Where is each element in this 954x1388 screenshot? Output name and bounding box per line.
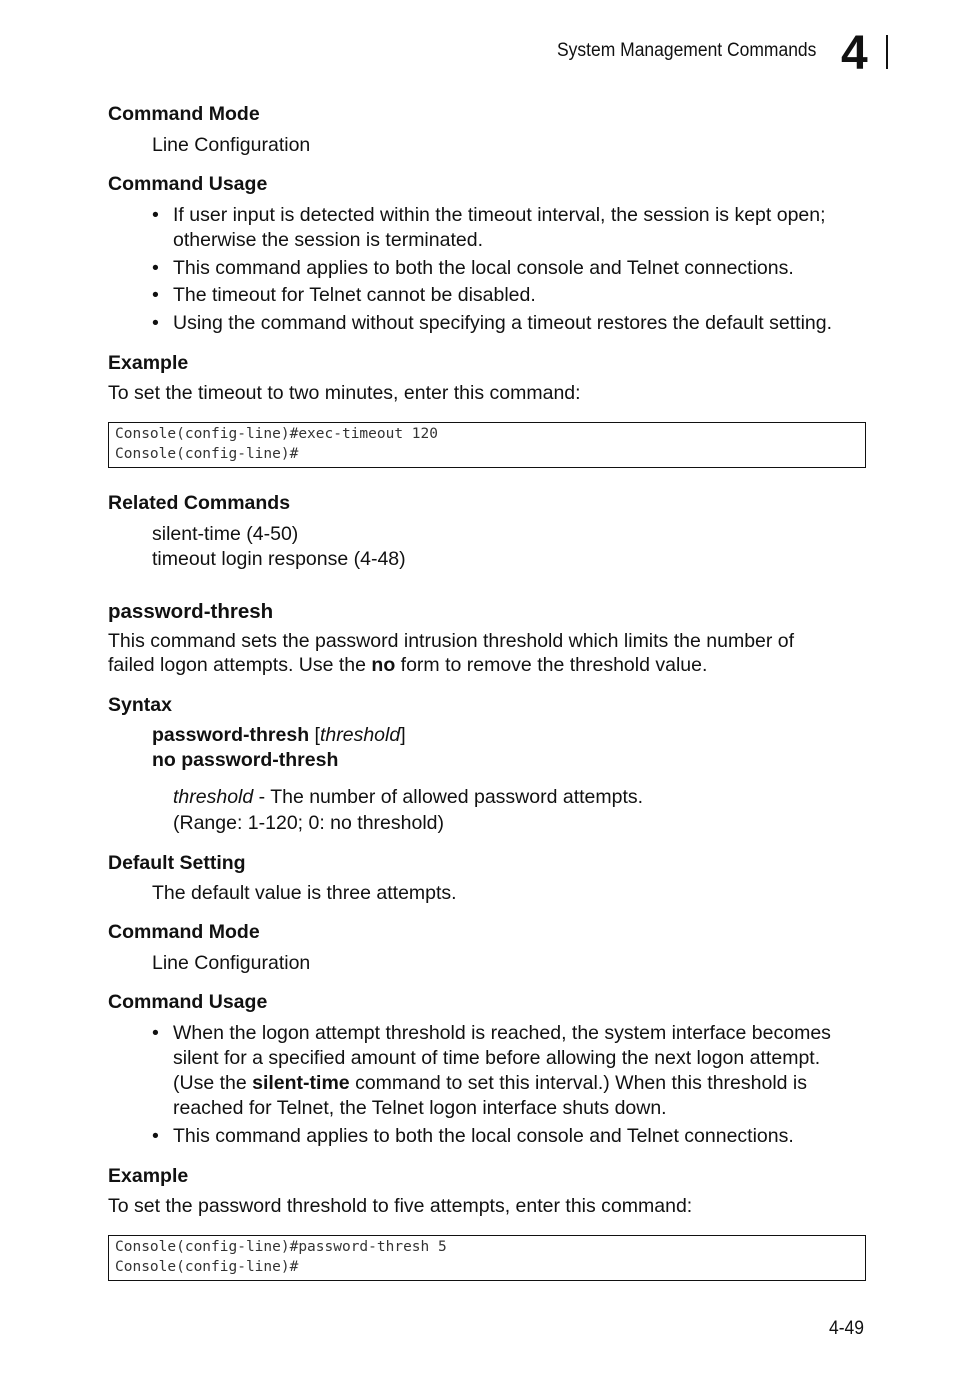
code-line: Console(config-line)# (115, 446, 299, 462)
page-number: 4-49 (829, 1318, 864, 1339)
code-line: Console(config-line)#password-thresh 5 (115, 1239, 447, 1255)
syntax-heading: Syntax (108, 694, 172, 716)
example-intro: To set the timeout to two minutes, enter this command: (108, 382, 581, 404)
usage-item-text: otherwise the session is terminated. (173, 229, 483, 251)
parameter-line: threshold - The number of allowed password attempts. (173, 786, 644, 808)
related-command-link: silent-time (4-50) (152, 523, 299, 545)
keyword-no: no (371, 654, 396, 676)
syntax-no-form: no password-thresh (152, 749, 339, 771)
usage-item-text: The timeout for Telnet cannot be disabled. (173, 284, 536, 306)
bullet: • (152, 284, 159, 306)
bullet: • (152, 204, 159, 226)
code-line: Console(config-line)# (115, 1259, 299, 1275)
related-commands-heading: Related Commands (108, 492, 291, 514)
keyword-silent-time: silent-time (252, 1072, 350, 1094)
command-mode-value: Line Configuration (152, 952, 311, 974)
command-usage-heading: Command Usage (108, 173, 268, 195)
code-line: Console(config-line)#exec-timeout 120 (115, 426, 439, 442)
usage-item-text: This command applies to both the local console and Telnet connections. (173, 257, 794, 279)
syntax-line: password-thresh [threshold] (152, 724, 406, 746)
command-mode-value: Line Configuration (152, 134, 311, 156)
parameter-range: (Range: 1-120; 0: no threshold) (173, 812, 445, 834)
usage-item-text: When the logon attempt threshold is reached, the system interface becomes (173, 1022, 831, 1044)
command-mode-heading: Command Mode (108, 921, 260, 943)
description-line: This command sets the password intrusion threshold which limits the number of (108, 630, 795, 652)
usage-item-text: (Use the silent-time command to set this interval.) When this threshold is (173, 1072, 808, 1094)
bullet: • (152, 257, 159, 279)
example-heading: Example (108, 1165, 189, 1187)
description-line: failed logon attempts. Use the no form to remove the threshold value. (108, 654, 708, 676)
running-header: System Management Commands (557, 40, 817, 61)
chapter-number: 4 (841, 27, 868, 80)
usage-item-text: silent for a specified amount of time before allowing the next logon attempt. (173, 1047, 821, 1069)
usage-item-text: This command applies to both the local console and Telnet connections. (173, 1125, 794, 1147)
command-mode-heading: Command Mode (108, 103, 260, 125)
usage-item-text: reached for Telnet, the Telnet logon interface shuts down. (173, 1097, 667, 1119)
default-setting-value: The default value is three attempts. (152, 882, 457, 904)
example-intro: To set the password threshold to five attempts, enter this command: (108, 1195, 693, 1217)
command-usage-heading: Command Usage (108, 991, 268, 1013)
bullet: • (152, 312, 159, 334)
usage-item-text: If user input is detected within the timeout interval, the session is kept open; (173, 204, 826, 226)
command-title: password-thresh (108, 600, 274, 623)
chapter-divider (886, 35, 888, 69)
default-setting-heading: Default Setting (108, 852, 246, 874)
related-command-link: timeout login response (4-48) (152, 548, 406, 570)
bullet: • (152, 1022, 159, 1044)
bullet: • (152, 1125, 159, 1147)
example-heading: Example (108, 352, 189, 374)
usage-item-text: Using the command without specifying a timeout restores the default setting. (173, 312, 833, 334)
